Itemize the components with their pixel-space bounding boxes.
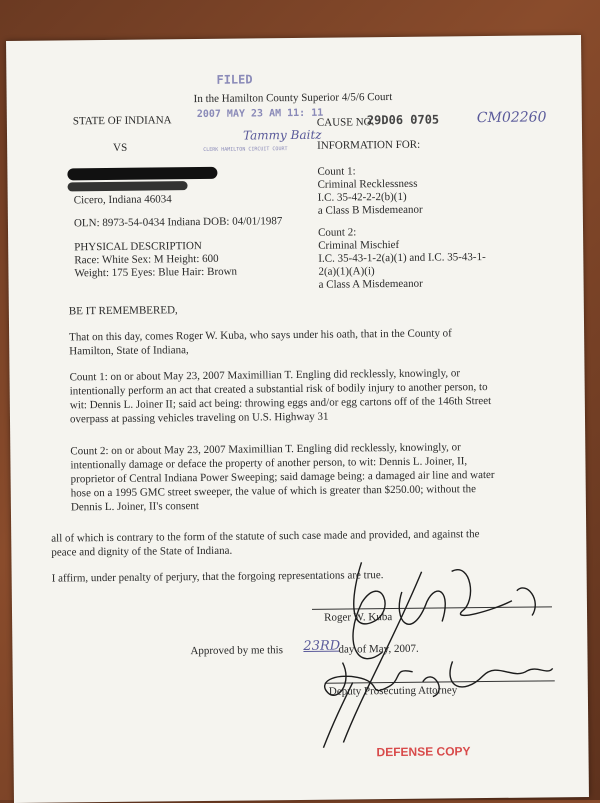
count-2-text-2: intentionally damage or deface the property of another person, to wit: Dennis L. Joiner, II, [70, 455, 468, 472]
count-2-code-1: I.C. 35-43-1-2(a)(1) and I.C. 35-43-1- [318, 251, 486, 265]
count-1-code: I.C. 35-42-2-2(b)(1) [317, 190, 407, 204]
approved-day: 23RD [303, 638, 341, 654]
oln-dob: OLN: 8973-54-0434 Indiana DOB: 04/01/1987 [73, 215, 283, 230]
count-1-offense: Criminal Recklessness [317, 177, 418, 191]
physical-line-1: Race: White Sex: M Height: 600 [74, 252, 219, 267]
count-2-text-1: Count 2: on or about May 23, 2007 Maximillian T. Engling did recklessly, knowingly, or [70, 441, 461, 458]
physical-heading: PHYSICAL DESCRIPTION [74, 239, 202, 254]
count-2-text-5: Dennis L. Joiner, II's consent [70, 500, 199, 514]
contrary-line-2: peace and dignity of the State of Indiana. [51, 544, 233, 559]
count-1-text-3: wit: Dennis L. Joiner II; said act being: throwing eggs and/or egg cartons off of the 146th Street [69, 394, 492, 412]
be-it-remembered: BE IT REMEMBERED, [68, 304, 178, 318]
clerk-signature: Tammy Baitz [242, 127, 322, 143]
count-1-text-2: intentionally perform an act that created a substantial risk of bodily injury to another person, to [69, 381, 488, 398]
defense-copy-stamp: DEFENSE COPY [376, 744, 471, 760]
redaction-bar [67, 167, 217, 181]
redaction-bar-2 [68, 181, 188, 191]
count-2-class: a Class A Misdemeanor [318, 277, 423, 291]
count-2-text-3: proprietor of Central Indiana Power Sweeping; said damage being: a damaged air line and water [70, 468, 495, 486]
count-1-heading: Count 1: [317, 165, 356, 178]
affirmation: I affirm, under penalty of perjury, that the forgoing representations are true. [51, 569, 384, 585]
approved-suffix: day of May, 2007. [338, 642, 419, 656]
plaintiff: STATE OF INDIANA [72, 114, 172, 128]
count-2-text-4: hose on a 1995 GMC street sweeper, the value of which is greater than $250.00; without the [70, 483, 477, 500]
filed-stamp-clerk: CLERK HAMILTON CIRCUIT COURT [203, 146, 288, 153]
count-2-offense: Criminal Mischief [318, 238, 400, 252]
versus: VS [113, 141, 128, 154]
cause-handwritten: CM02260 [476, 109, 547, 127]
prosecutor-signature [312, 640, 573, 753]
contrary-line-1: all of which is contrary to the form of the statute of such case made and provided, and against the [51, 528, 480, 545]
information-for: INFORMATION FOR: [317, 138, 421, 152]
document-page [6, 35, 589, 803]
filed-stamp-date: 2007 MAY 23 AM 11: 11 [196, 107, 324, 121]
defendant-city: Cicero, Indiana 46034 [73, 193, 172, 207]
count-2-code-2: 2(a)(1)(A)(i) [318, 265, 375, 278]
physical-line-2: Weight: 175 Eyes: Blue Hair: Brown [74, 265, 238, 280]
prosecutor-title: Deputy Prosecuting Attorney [328, 684, 458, 698]
intro-line-2: Hamilton, State of Indiana, [69, 344, 189, 358]
court-name: In the Hamilton County Superior 4/5/6 Court [193, 90, 393, 106]
affiant-name: Roger W. Kuba [324, 611, 393, 624]
filed-stamp-title: FILED [216, 72, 253, 87]
count-1-text-4: overpass at passing vehicles traveling on U.S. Highway 31 [69, 410, 329, 426]
count-1-text-1: Count 1: on or about May 23, 2007 Maximillian T. Engling did recklessly, knowingly, or [69, 367, 461, 384]
cause-stamped-number: 29D06 0705 [366, 112, 440, 128]
cause-label: CAUSE NO. [316, 116, 375, 129]
count-1-class: a Class B Misdemeanor [317, 203, 423, 217]
count-2-heading: Count 2: [317, 226, 357, 239]
approved-prefix: Approved by me this [190, 644, 284, 658]
intro-line-1: That on this day, comes Roger W. Kuba, who says under his oath, that in the County of [69, 327, 452, 344]
